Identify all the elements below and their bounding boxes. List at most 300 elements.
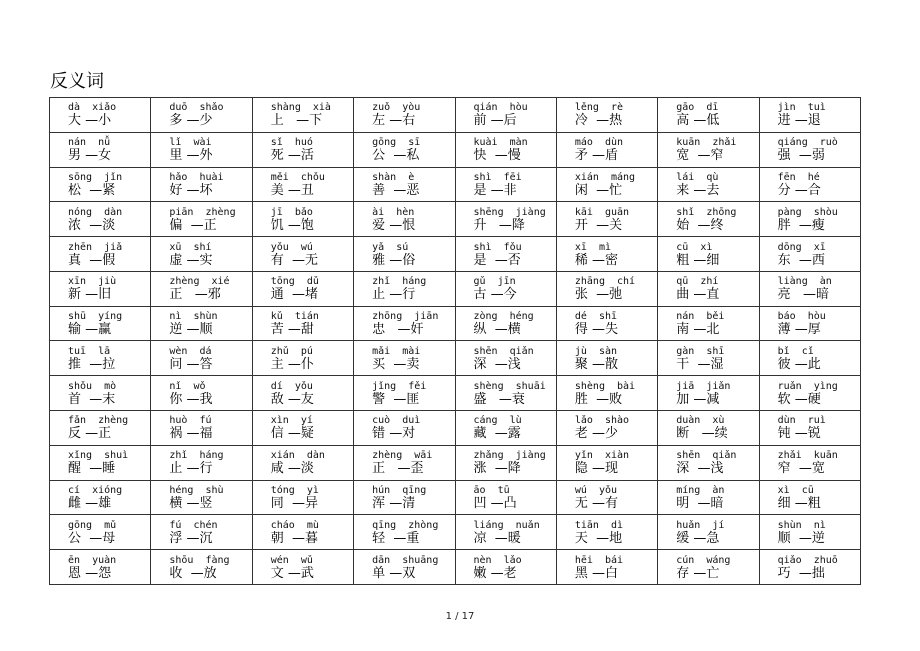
pinyin-text: tóng yì: [270, 485, 319, 497]
pinyin-text: shèng bài: [574, 380, 636, 392]
pinyin-text: lǐ wài: [169, 137, 212, 149]
antonym-pair-text: 隐 —现: [574, 461, 619, 477]
antonym-pair-text: 稀 —密: [574, 252, 619, 268]
pinyin-text: sǐ huó: [270, 137, 313, 149]
antonym-cell: [557, 133, 658, 168]
antonym-pair-text: 死 —活: [270, 148, 314, 164]
antonym-pair-text: 真 —假: [68, 252, 116, 268]
antonym-cell: [456, 202, 557, 237]
antonym-pair-text: 止 —行: [169, 461, 213, 477]
antonym-pair-text: 加 —减: [676, 391, 720, 407]
antonym-cell: [557, 376, 658, 411]
antonym-pair-text: 浓 —淡: [68, 217, 116, 233]
antonym-pair-text: 问 —答: [169, 356, 213, 372]
pinyin-text: cháo mù: [270, 519, 319, 531]
pinyin-text: cáng lù: [473, 415, 522, 427]
antonym-pair-text: 宽 —窄: [676, 148, 724, 164]
pinyin-text: kuān zhǎi: [676, 137, 737, 149]
antonym-pair-text: 好 —坏: [169, 182, 213, 198]
pinyin-text: dùn ruì: [777, 415, 826, 427]
antonym-cell: [151, 481, 252, 516]
antonym-pair-text: 强 —弱: [777, 148, 825, 164]
antonym-cell: [253, 411, 354, 446]
pinyin-text: shēn qiǎn: [676, 450, 737, 462]
antonym-pair-text: 粗 —细: [676, 252, 720, 268]
pinyin-text: shàng xià: [270, 102, 331, 114]
antonym-cell: [658, 133, 759, 168]
pinyin-text: kāi guān: [574, 206, 630, 218]
antonym-cell: [354, 202, 455, 237]
antonym-pair-text: 来 —去: [676, 182, 720, 198]
antonym-cell: [456, 515, 557, 550]
antonym-cell: [50, 272, 151, 307]
pinyin-text: tiān dì: [574, 519, 624, 531]
pinyin-text: qīng zhòng: [372, 519, 439, 531]
antonym-pair-text: 始 —终: [676, 217, 724, 233]
antonym-cell: [151, 515, 252, 550]
antonym-pair-text: 首 —末: [68, 391, 116, 407]
antonym-pair-text: 存 —亡: [676, 565, 720, 581]
pinyin-text: duō shǎo: [169, 102, 224, 114]
antonym-pair-text: 薄 —厚: [777, 322, 821, 338]
antonym-pair-text: 推 —拉: [68, 356, 116, 372]
antonym-cell: [151, 237, 252, 272]
antonym-cell: [253, 376, 354, 411]
antonym-pair-text: 上 —下: [270, 113, 323, 129]
antonym-pair-text: 得 —失: [574, 322, 619, 338]
antonym-pair-text: 深 —浅: [676, 461, 724, 477]
antonym-cell: [253, 202, 354, 237]
pinyin-text: míng àn: [676, 485, 725, 497]
pinyin-text: shàn è: [372, 171, 415, 183]
pinyin-text: cū xì: [676, 241, 713, 253]
antonym-pair-text: 矛 —盾: [574, 148, 619, 164]
antonym-cell: [354, 272, 455, 307]
pinyin-text: zhèng wāi: [372, 450, 433, 462]
antonym-pair-text: 美 —丑: [270, 182, 314, 198]
antonym-pair-text: 公 —私: [372, 148, 420, 164]
pinyin-text: ēn yuàn: [68, 554, 117, 566]
antonym-pair-text: 盛 —衰: [473, 391, 525, 407]
antonym-pair-text: 咸 —淡: [270, 461, 314, 477]
antonym-pair-text: 偏 —正: [169, 217, 217, 233]
antonym-pair-text: 浮 —沉: [169, 530, 213, 546]
antonym-cell: [354, 341, 455, 376]
antonym-pair-text: 你 —我: [169, 391, 213, 407]
pinyin-text: pàng shòu: [777, 206, 838, 218]
antonym-pair-text: 公 —母: [68, 530, 116, 546]
antonym-cell: [760, 446, 861, 481]
antonym-cell: [253, 481, 354, 516]
antonym-cell: [253, 98, 354, 133]
antonym-pair-text: 闲 —忙: [574, 182, 623, 198]
pinyin-text: wèn dá: [169, 345, 212, 357]
antonym-pair-text: 老 —少: [574, 426, 619, 442]
antonym-pair-text: 胜 —败: [574, 391, 623, 407]
antonym-cell: [658, 411, 759, 446]
antonym-cell: [151, 341, 252, 376]
antonym-cell: [658, 202, 759, 237]
pinyin-text: bǐ cǐ: [777, 345, 814, 357]
pinyin-text: piān zhèng: [169, 206, 236, 218]
pinyin-text: zòng héng: [473, 311, 534, 323]
antonym-cell: [151, 133, 252, 168]
pinyin-text: xī mì: [574, 241, 611, 253]
antonym-pair-text: 虚 —实: [169, 252, 213, 268]
pinyin-text: zhǎi kuān: [777, 450, 838, 462]
pinyin-text: zhēn jiǎ: [68, 241, 123, 253]
pinyin-text: dōng xī: [777, 241, 826, 253]
pinyin-text: shùn nì: [777, 519, 826, 531]
antonym-cell: [354, 411, 455, 446]
antonym-pair-text: 信 —疑: [270, 426, 314, 442]
antonym-cell: [354, 168, 455, 203]
antonym-cell: [658, 307, 759, 342]
antonym-cell: [456, 481, 557, 516]
antonym-cell: [253, 515, 354, 550]
pinyin-text: yǎ sú: [372, 241, 409, 253]
antonym-pair-text: 里 —外: [169, 148, 213, 164]
antonym-cell: [151, 168, 252, 203]
antonym-pair-text: 聚 —散: [574, 356, 619, 372]
antonym-cell: [760, 98, 861, 133]
pinyin-text: wén wǔ: [270, 554, 313, 566]
antonym-cell: [760, 202, 861, 237]
antonym-cell: [760, 341, 861, 376]
pinyin-text: kǔ tián: [270, 311, 319, 323]
antonym-pair-text: 是 —非: [473, 182, 517, 198]
antonym-cell: [760, 411, 861, 446]
antonym-cell: [151, 98, 252, 133]
antonym-cell: [658, 98, 759, 133]
pinyin-text: fēn hé: [777, 171, 820, 183]
antonym-pair-text: 收 —放: [169, 565, 217, 581]
antonym-cell: [557, 272, 658, 307]
antonym-pair-text: 缓 —急: [676, 530, 720, 546]
pinyin-text: zhǎng jiàng: [473, 450, 546, 462]
pinyin-text: měi chǒu: [270, 171, 325, 183]
pinyin-text: fǎn zhèng: [68, 415, 129, 427]
antonym-cell: [557, 98, 658, 133]
pinyin-text: cí xióng: [68, 485, 123, 497]
antonym-cell: [557, 446, 658, 481]
antonym-cell: [50, 376, 151, 411]
pinyin-text: héng shù: [169, 485, 224, 497]
antonym-pair-text: 是 —否: [473, 252, 521, 268]
antonym-pair-text: 主 —仆: [270, 356, 314, 372]
antonym-pair-text: 分 —合: [777, 182, 821, 198]
antonym-cell: [253, 168, 354, 203]
antonym-cell: [50, 446, 151, 481]
antonym-cell: [50, 133, 151, 168]
antonym-pair-text: 正 —邪: [169, 287, 221, 303]
antonym-pair-text: 错 —对: [372, 426, 416, 442]
antonym-cell: [151, 307, 252, 342]
antonym-pair-text: 干 —湿: [676, 356, 724, 372]
antonym-pair-text: 软 —硬: [777, 391, 821, 407]
antonym-pair-text: 深 —浅: [473, 356, 521, 372]
pinyin-text: yǒu wú: [270, 241, 313, 253]
pinyin-text: shǒu mò: [68, 380, 117, 392]
antonym-cell: [354, 133, 455, 168]
page-number: 1 / 17: [445, 611, 475, 622]
pinyin-text: qiǎo zhuō: [777, 554, 838, 566]
antonym-cell: [557, 202, 658, 237]
pinyin-text: lǎo shào: [574, 415, 630, 427]
antonym-cell: [253, 272, 354, 307]
pinyin-text: shōu fàng: [169, 554, 230, 566]
antonym-pair-text: 嫩 —老: [473, 565, 517, 581]
antonym-cell: [557, 341, 658, 376]
antonym-cell: [151, 376, 252, 411]
pinyin-text: dé shī: [574, 311, 618, 323]
antonym-cell: [151, 411, 252, 446]
antonym-pair-text: 开 —关: [574, 217, 623, 233]
pinyin-text: xián dàn: [270, 450, 325, 462]
antonym-pair-text: 同 —异: [270, 496, 319, 512]
antonym-pair-text: 单 —双: [372, 565, 416, 581]
antonym-cell: [658, 237, 759, 272]
pinyin-text: xìn yí: [270, 415, 313, 427]
antonym-cell: [456, 272, 557, 307]
pinyin-text: zhǐ háng: [169, 450, 224, 462]
pinyin-text: zhōng jiān: [372, 311, 439, 323]
pinyin-text: duàn xù: [676, 415, 725, 427]
antonym-cell: [760, 272, 861, 307]
antonym-cell: [557, 307, 658, 342]
pinyin-text: gǔ jīn: [473, 276, 516, 288]
pinyin-text: zhèng xié: [169, 276, 230, 288]
antonym-pair-text: 亮 —暗: [777, 287, 830, 303]
pinyin-text: tōng dǔ: [270, 276, 319, 288]
antonym-cell: [354, 237, 455, 272]
antonym-pair-text: 左 —右: [372, 113, 416, 129]
antonym-pair-text: 新 —旧: [68, 287, 112, 303]
antonym-cell: [354, 446, 455, 481]
antonym-cell: [151, 202, 252, 237]
antonym-cell: [151, 446, 252, 481]
antonym-cell: [557, 237, 658, 272]
antonym-pair-text: 恩 —怨: [68, 565, 112, 581]
antonym-cell: [253, 237, 354, 272]
pinyin-text: gōng sī: [372, 137, 421, 149]
antonym-pair-text: 通 —堵: [270, 287, 319, 303]
pinyin-text: hún qīng: [372, 485, 427, 497]
pinyin-text: nán běi: [676, 311, 725, 323]
antonym-cell: [253, 341, 354, 376]
pinyin-text: gàn shī: [676, 345, 725, 357]
antonym-cell: [658, 168, 759, 203]
pinyin-text: qiáng ruò: [777, 137, 838, 149]
antonym-pair-text: 无 —有: [574, 496, 619, 512]
antonym-pair-text: 反 —正: [68, 426, 112, 442]
antonym-pair-text: 输 —赢: [68, 322, 112, 338]
antonym-pair-text: 胖 —瘦: [777, 217, 825, 233]
pinyin-text: kuài màn: [473, 137, 528, 149]
antonym-cell: [50, 481, 151, 516]
antonym-cell: [557, 411, 658, 446]
antonym-pair-text: 快 —慢: [473, 148, 521, 164]
pinyin-text: shǐ zhōng: [676, 206, 737, 218]
pinyin-text: wú yǒu: [574, 485, 618, 497]
antonym-pair-text: 纵 —横: [473, 322, 521, 338]
antonym-pair-text: 浑 —清: [372, 496, 416, 512]
antonym-pair-text: 涨 —降: [473, 461, 521, 477]
antonym-pair-text: 敌 —友: [270, 391, 314, 407]
antonym-pair-text: 有 —无: [270, 252, 319, 268]
antonym-table: [49, 97, 861, 585]
pinyin-text: tuī lā: [68, 345, 111, 357]
antonym-cell: [456, 411, 557, 446]
antonym-cell: [50, 168, 151, 203]
pinyin-text: dān shuāng: [372, 554, 439, 566]
antonym-pair-text: 彼 —此: [777, 356, 821, 372]
antonym-pair-text: 警 —匪: [372, 391, 420, 407]
pinyin-text: shēng jiàng: [473, 206, 546, 218]
antonym-cell: [658, 550, 759, 585]
antonym-cell: [50, 237, 151, 272]
pinyin-text: nèn lǎo: [473, 554, 522, 566]
pinyin-text: gōng mǔ: [68, 519, 117, 531]
antonym-cell: [354, 515, 455, 550]
pinyin-text: báo hòu: [777, 311, 826, 323]
antonym-pair-text: 轻 —重: [372, 530, 420, 546]
antonym-pair-text: 南 —北: [676, 322, 720, 338]
pinyin-text: shì fēi: [473, 171, 522, 183]
antonym-pair-text: 进 —退: [777, 113, 821, 129]
antonym-cell: [354, 550, 455, 585]
antonym-pair-text: 窄 —宽: [777, 461, 825, 477]
antonym-cell: [760, 133, 861, 168]
pinyin-text: cún wáng: [676, 554, 731, 566]
pinyin-text: hēi bái: [574, 554, 624, 566]
antonym-pair-text: 钝 —锐: [777, 426, 821, 442]
antonym-pair-text: 前 —后: [473, 113, 517, 129]
pinyin-text: sōng jǐn: [68, 171, 123, 183]
antonym-pair-text: 多 —少: [169, 113, 213, 129]
pinyin-text: shēn qiǎn: [473, 345, 534, 357]
pinyin-text: liàng àn: [777, 276, 832, 288]
antonym-pair-text: 忠 —奸: [372, 322, 424, 338]
antonym-pair-text: 细 —粗: [777, 496, 821, 512]
pinyin-text: qū zhí: [676, 276, 719, 288]
pinyin-text: shèng shuāi: [473, 380, 546, 392]
antonym-cell: [253, 133, 354, 168]
antonym-pair-text: 黑 —白: [574, 565, 619, 581]
antonym-cell: [760, 376, 861, 411]
pinyin-text: zuǒ yòu: [372, 102, 421, 114]
antonym-pair-text: 横 —竖: [169, 496, 213, 512]
pinyin-text: lái qù: [676, 171, 719, 183]
pinyin-text: jǐng fěi: [372, 380, 427, 392]
antonym-pair-text: 升 —降: [473, 217, 525, 233]
antonym-pair-text: 朝 —暮: [270, 530, 319, 546]
pinyin-text: gāo dī: [676, 102, 719, 114]
antonym-cell: [760, 237, 861, 272]
antonym-pair-text: 冷 —热: [574, 113, 623, 129]
pinyin-text: jìn tuì: [777, 102, 826, 114]
pinyin-text: máo dùn: [574, 137, 624, 149]
pinyin-text: liáng nuǎn: [473, 519, 540, 531]
antonym-cell: [456, 341, 557, 376]
pinyin-text: yǐn xiàn: [574, 450, 630, 462]
antonym-pair-text: 藏 —露: [473, 426, 521, 442]
antonym-cell: [557, 550, 658, 585]
antonym-cell: [658, 341, 759, 376]
antonym-pair-text: 雌 —雄: [68, 496, 112, 512]
antonym-pair-text: 东 —西: [777, 252, 825, 268]
antonym-cell: [557, 515, 658, 550]
antonym-pair-text: 凉 —暖: [473, 530, 521, 546]
pinyin-text: ruǎn yìng: [777, 380, 838, 392]
antonym-cell: [354, 307, 455, 342]
pinyin-text: fú chén: [169, 519, 218, 531]
antonym-cell: [50, 307, 151, 342]
antonym-cell: [456, 446, 557, 481]
antonym-pair-text: 松 —紧: [68, 182, 116, 198]
antonym-cell: [557, 481, 658, 516]
antonym-pair-text: 买 —卖: [372, 356, 420, 372]
antonym-cell: [658, 515, 759, 550]
antonym-pair-text: 饥 —饱: [270, 217, 314, 233]
antonym-cell: [50, 98, 151, 133]
pinyin-text: dí yǒu: [270, 380, 313, 392]
antonym-pair-text: 大 —小: [68, 113, 112, 129]
antonym-cell: [760, 481, 861, 516]
pinyin-text: zhǔ pú: [270, 345, 313, 357]
antonym-pair-text: 醒 —睡: [68, 461, 116, 477]
pinyin-text: jī bǎo: [270, 206, 313, 218]
antonym-pair-text: 爱 —恨: [372, 217, 416, 233]
antonym-cell: [151, 272, 252, 307]
antonym-cell: [50, 341, 151, 376]
pinyin-text: nǐ wǒ: [169, 380, 206, 392]
pinyin-text: shū yíng: [68, 311, 123, 323]
pinyin-text: dà xiǎo: [68, 102, 117, 114]
pinyin-text: zhǐ háng: [372, 276, 427, 288]
antonym-pair-text: 善 —恶: [372, 182, 420, 198]
antonym-cell: [50, 202, 151, 237]
pinyin-text: qián hòu: [473, 102, 528, 114]
pinyin-text: lěng rè: [574, 102, 624, 114]
pinyin-text: xū shí: [169, 241, 212, 253]
antonym-cell: [50, 550, 151, 585]
antonym-cell: [658, 376, 759, 411]
pinyin-text: jiā jiǎn: [676, 380, 731, 392]
pinyin-text: xián máng: [574, 171, 636, 183]
antonym-cell: [658, 481, 759, 516]
pinyin-text: cuò duì: [372, 415, 421, 427]
pinyin-text: nán nǚ: [68, 137, 111, 149]
antonym-cell: [760, 168, 861, 203]
antonym-pair-text: 天 —地: [574, 530, 623, 546]
antonym-cell: [253, 307, 354, 342]
pinyin-text: āo tū: [473, 485, 510, 497]
pinyin-text: nì shùn: [169, 311, 218, 323]
antonym-cell: [760, 550, 861, 585]
antonym-cell: [456, 168, 557, 203]
antonym-cell: [456, 550, 557, 585]
antonym-pair-text: 止 —行: [372, 287, 416, 303]
antonym-pair-text: 明 —暗: [676, 496, 724, 512]
antonym-cell: [658, 272, 759, 307]
antonym-cell: [456, 307, 557, 342]
antonym-pair-text: 断 —续: [676, 426, 728, 442]
antonym-cell: [354, 98, 455, 133]
pinyin-text: shì fǒu: [473, 241, 522, 253]
antonym-cell: [50, 515, 151, 550]
antonym-cell: [354, 376, 455, 411]
